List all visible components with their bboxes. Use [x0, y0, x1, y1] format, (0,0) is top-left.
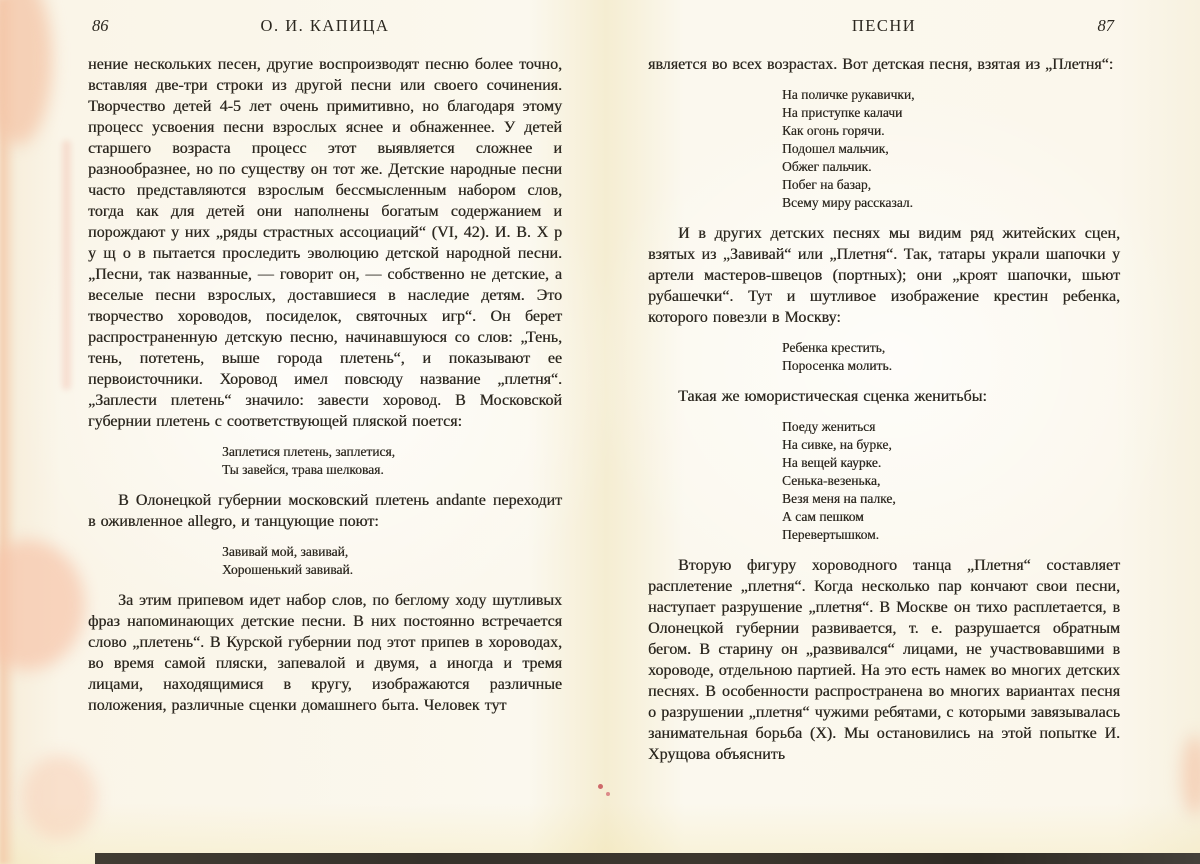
- verse-line: Ты завейся, трава шелковая.: [222, 462, 384, 477]
- scan-bottom-edge: [95, 853, 1200, 864]
- verse-line: Поеду жениться: [782, 419, 876, 434]
- verse-line: Сенька-везенька,: [782, 473, 881, 488]
- verse-line: Побег на базар,: [782, 177, 871, 192]
- paragraph: является во всех возрастах. Вот детская песня, взятая из „Плетня“:: [648, 56, 1114, 73]
- verse-line: Подошел мальчик,: [782, 141, 889, 156]
- verse-line: Завивай мой, завивай,: [222, 544, 349, 559]
- paragraph: нение нескольких песен, другие воспроизводят песню более точно, вставляя две-три строки из другой песни или своего сочинения. Творчество детей 4-5 лет очень примитивно, но благодаря этому процесс усвоения песни взрослых яснее и обнаженнее. У детей старшего возраста процесс этот выявляется сложнее и разнообразнее, но по существу он тот же. Детские народные песни часто представляются взрослым бессмысленным набором слов, тогда как для детей они наполнены богатым содержанием и порождают у них „ряды страстных ассоциаций“ (VI, 42). И. В. Х р у щ о в пытается проследить эволюцию детской народной песни. „Песни, так названные, — говорит он, — собственно не детские, а веселые песни взрослых, доставшиеся в наследие детям. Это творчество хороводов, посиделок, святочных игр“. Он берет распространенную детскую песню, начинавшуюся со слов: „Тень, тень, потетень, выше города плетень“, и показывают ее первоисточники. Хоровод имел повсюду название „плетня“. „Заплести плетень“ значило: завести хоровод. В Московской губернии плетень с соответствующей пляской поется:: [88, 56, 562, 430]
- running-header-title: О. И. КАПИЦА: [260, 16, 390, 35]
- page-number: 86: [92, 16, 109, 35]
- scan-smudge: [0, 0, 52, 145]
- scan-smudge: [22, 755, 97, 840]
- verse-line: Ребенка крестить,: [782, 340, 886, 355]
- ink-speck: [606, 792, 610, 796]
- verse-line: Везя меня на палке,: [782, 491, 896, 506]
- running-header-title: ПЕСНИ: [851, 16, 917, 35]
- verse: [222, 443, 562, 479]
- verse-line: На сивке, на бурке,: [782, 437, 892, 452]
- scan-smudge: [1182, 735, 1200, 815]
- page-right: [648, 16, 1120, 765]
- verse-line: А сам пешком: [782, 509, 864, 524]
- ink-speck: [598, 784, 603, 789]
- running-header: [88, 16, 562, 42]
- verse: [782, 418, 1120, 544]
- scan-smudge: [0, 540, 85, 670]
- page-body: [88, 54, 562, 716]
- verse-line: Перевертышком.: [782, 527, 879, 542]
- page-left: [88, 16, 562, 716]
- verse: [782, 339, 1120, 375]
- running-header: [648, 16, 1120, 42]
- verse-line: Всему миру рассказал.: [782, 195, 913, 210]
- verse-line: Заплетися плетень, заплетися,: [222, 444, 396, 459]
- paragraph: Такая же юмористическая сценка женитьбы:: [678, 388, 987, 405]
- scan-streak: [62, 140, 71, 390]
- verse: [222, 543, 562, 579]
- verse-line: Как огонь горячи.: [782, 123, 885, 138]
- paragraph: За этим припевом идет набор слов, по беглому ходу шутливых фраз напоминающих детские песни. В них постоянно встречается слово „плетень“. В Курской губернии под этот припев в хороводах, во время самой пляски, запевалой и двумя, а иногда и тремя лицами, находящимися в кругу, изображаются различные положения, различные сценки домашнего быта. Человек тут: [88, 592, 562, 714]
- paragraph: Вторую фигуру хороводного танца „Плетня“ составляет расплетение „плетня“. Когда несколько пар кончают свои песни, наступает разрушение „плетня“. В Москве он тихо расплетается, в Олонецкой губернии развивается, т. е. разрушается обратным бегом. В старину он „развивался“ лицами, не участвовавшими в хороводе, отдельною партией. На это есть намек во многих детских песнях. В особенности распространена во многих вариантах песня о разрушении „плетня“ чужими ребятами, с которыми завязывалась занимательная борьба (X). Мы остановились на этой попытке И. Хрущова объяснить: [648, 557, 1120, 763]
- verse-line: Хорошенький завивай.: [222, 562, 354, 577]
- paragraph: В Олонецкой губернии московский плетень andante переходит в оживленное allegro, и танцующие поют:: [88, 492, 562, 530]
- verse-line: На вещей каурке.: [782, 455, 882, 470]
- verse: [782, 86, 1120, 212]
- paragraph: И в других детских песнях мы видим ряд житейских сцен, взятых из „Завивай“ или „Плетня“. Так, татары украли шапочки у артели мастеров-швецов (портных); они „кроят шапочки, шьют рубашечки“. Тут и шутливое изображение крестин ребенка, которого повезли в Москву:: [648, 225, 1120, 326]
- verse-line: Поросенка молить.: [782, 358, 892, 373]
- verse-line: На поличке рукавички,: [782, 87, 915, 102]
- page-body: [648, 54, 1120, 765]
- verse-line: На приступке калачи: [782, 105, 903, 120]
- verse-line: Обжег пальчик.: [782, 159, 872, 174]
- page-number: 87: [1097, 16, 1114, 35]
